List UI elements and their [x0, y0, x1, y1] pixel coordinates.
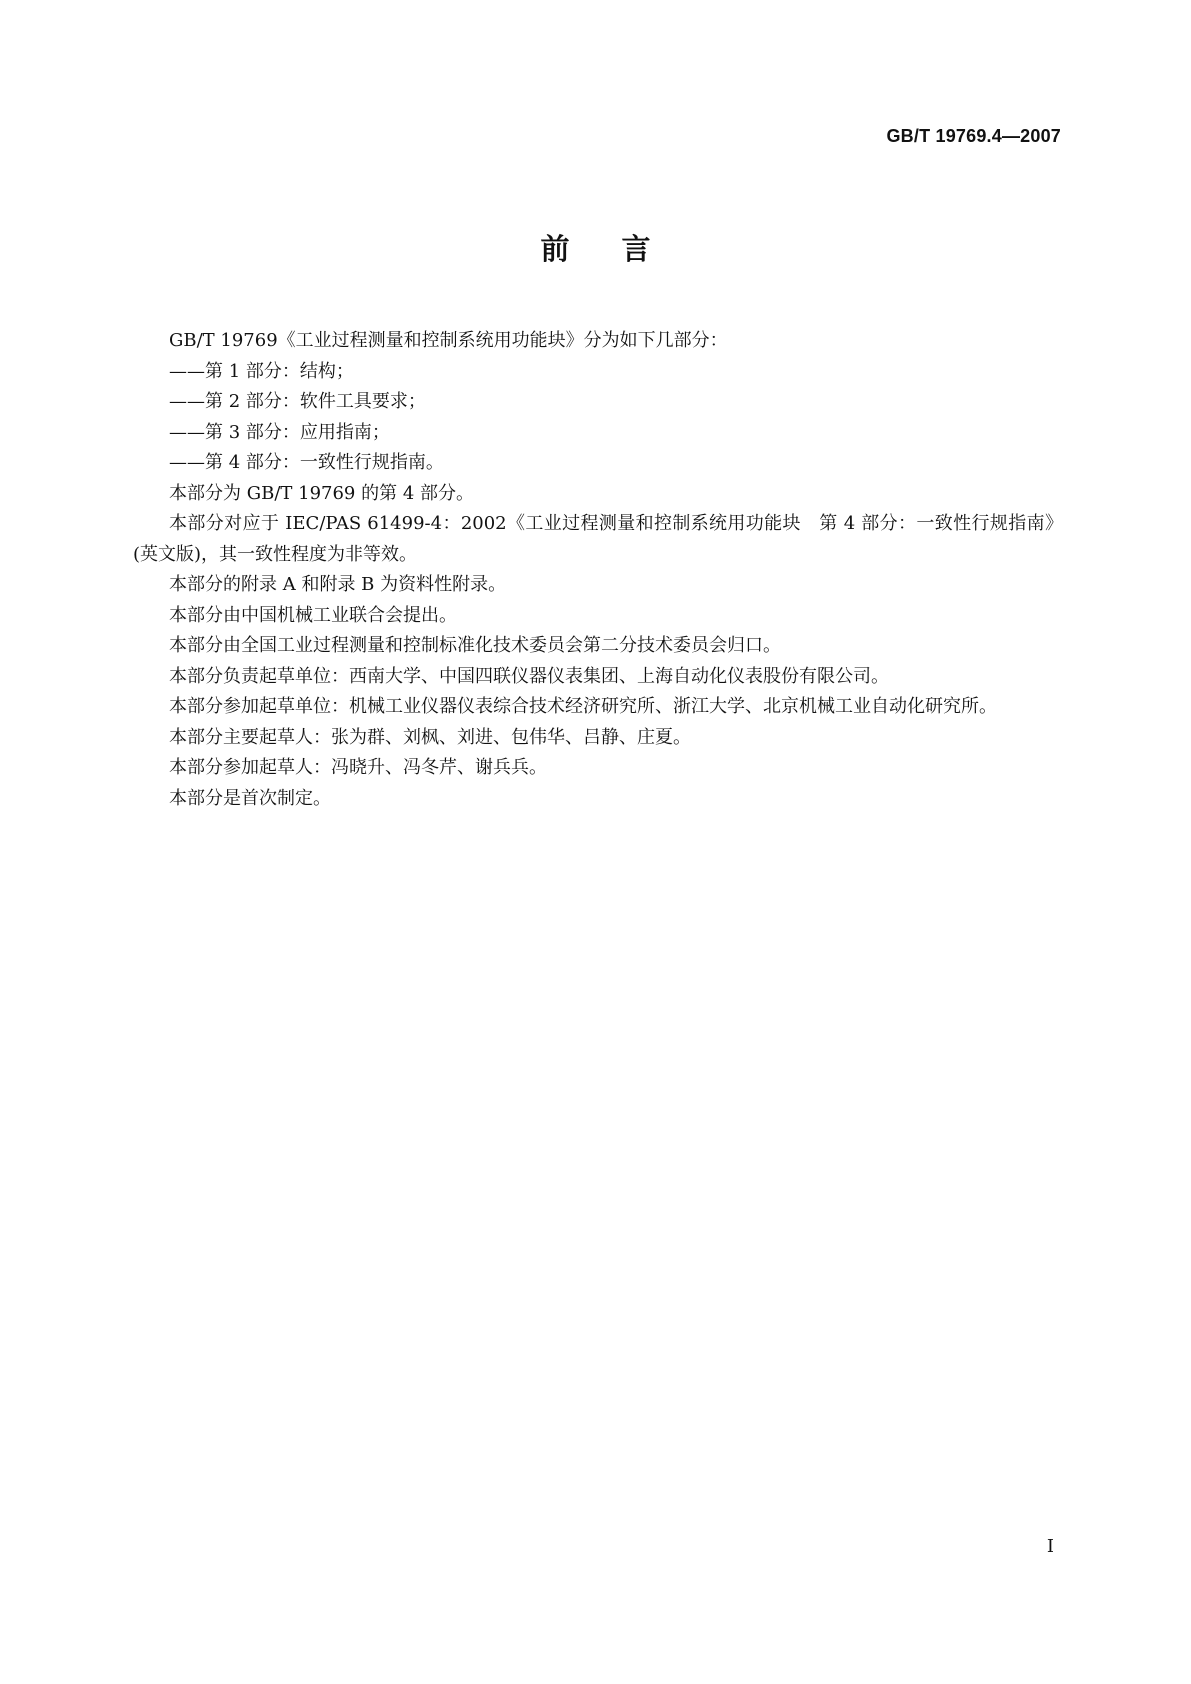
paragraph-correspondence: 本部分对应于 IEC/PAS 61499-4：2002《工业过程测量和控制系统用功能块 第 4 部分：一致性行规指南》(英文版)，其一致性程度为非等效。	[133, 513, 1063, 565]
part-list-item: ——第 1 部分：结构；	[169, 360, 354, 382]
part-list-item: ——第 3 部分：应用指南；	[169, 421, 390, 443]
paragraph-other-drafters: 本部分参加起草人：冯晓升、冯冬芹、谢兵兵。	[169, 757, 547, 778]
paragraph-main-drafters: 本部分主要起草人：张为群、刘枫、刘进、包伟华、吕静、庄夏。	[169, 726, 691, 748]
paragraph-proposed-by: 本部分由中国机械工业联合会提出。	[169, 604, 457, 626]
intro-paragraph: GB/T 19769《工业过程测量和控制系统用功能块》分为如下几部分：	[169, 330, 728, 351]
page-number: I	[1046, 1536, 1054, 1557]
standard-number: GB/T 19769.4—2007	[886, 126, 1061, 146]
foreword-heading: 前言	[540, 232, 703, 266]
paragraph-participating-drafters: 本部分参加起草单位：机械工业仪器仪表综合技术经济研究所、浙江大学、北京机械工业自动化研究所。	[169, 696, 997, 717]
part-list-item: ——第 2 部分：软件工具要求；	[169, 391, 426, 412]
paragraph-part-statement: 本部分为 GB/T 19769 的第 4 部分。	[169, 482, 474, 504]
part-list-item: ——第 4 部分：一致性行规指南。	[169, 452, 444, 473]
foreword-body	[133, 326, 1063, 814]
paragraph-first-edition: 本部分是首次制定。	[169, 787, 331, 809]
paragraph-annexes: 本部分的附录 A 和附录 B 为资料性附录。	[169, 574, 507, 595]
paragraph-centralized-by: 本部分由全国工业过程测量和控制标准化技术委员会第二分技术委员会归口。	[169, 635, 781, 656]
paragraph-lead-drafters: 本部分负责起草单位：西南大学、中国四联仪器仪表集团、上海自动化仪表股份有限公司。	[169, 665, 889, 687]
